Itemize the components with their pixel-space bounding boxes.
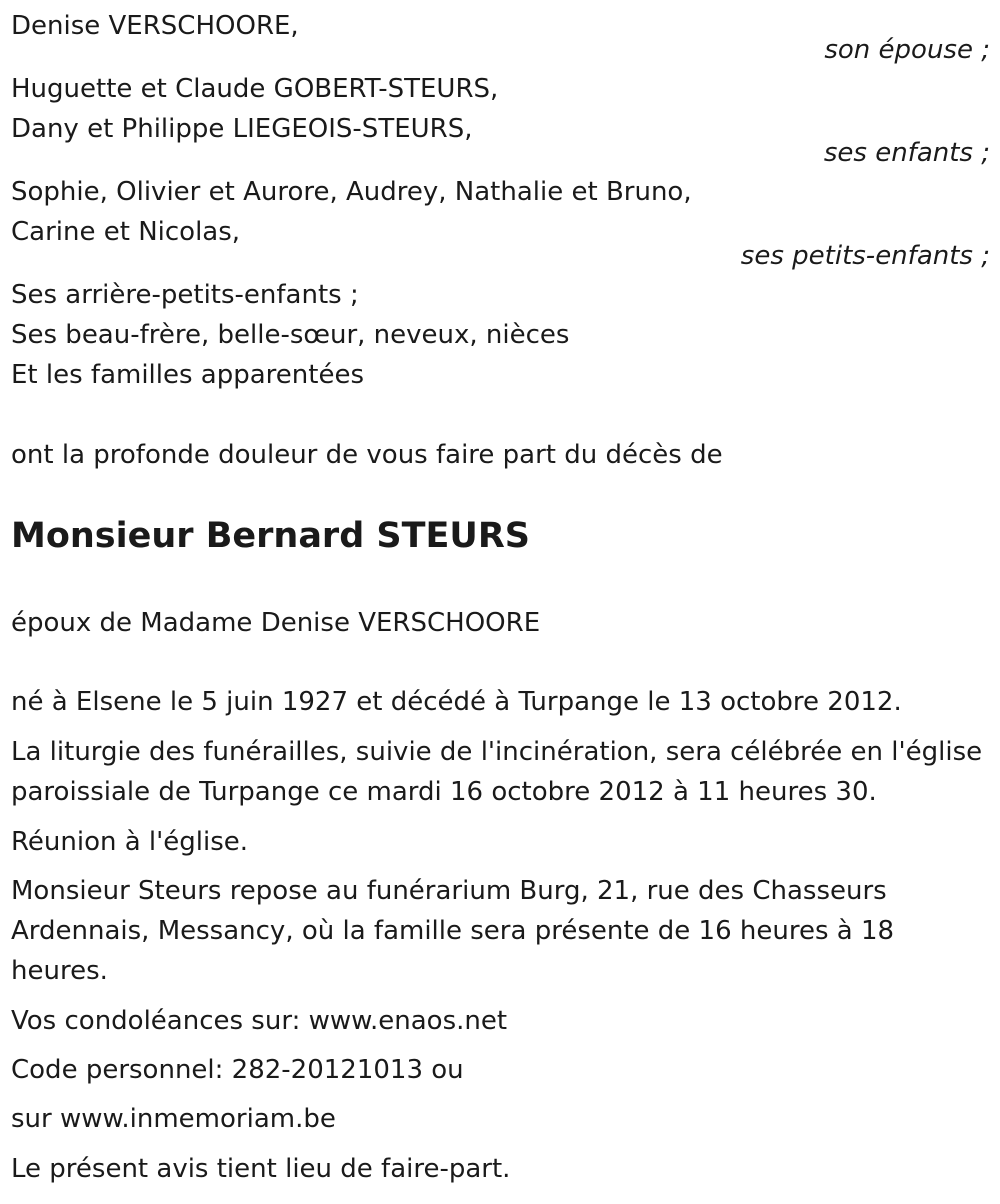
child-name-1: Huguette et Claude GOBERT-STEURS,	[11, 74, 499, 104]
deceased-name: Monsieur Bernard STEURS	[11, 516, 531, 556]
announcement-text: ont la profonde douleur de vous faire part du décès de	[11, 440, 723, 470]
grandchildren-name-1: Sophie, Olivier et Aurore, Audrey, Nathalie et Bruno,	[11, 177, 692, 207]
liturgy-line-2: paroissiale de Turpange ce mardi 16 octobre 2012 à 11 heures 30.	[11, 777, 877, 807]
birth-death-text: né à Elsene le 5 juin 1927 et décédé à Turpange le 13 octobre 2012.	[11, 687, 902, 717]
spouse-name: Denise VERSCHOORE,	[11, 11, 299, 41]
grandchildren-role: ses petits-enfants ;	[740, 241, 990, 271]
liturgy-line-1: La liturgie des funérailles, suivie de l'incinération, sera célébrée en l'église	[11, 737, 983, 767]
other-relatives-3: Et les familles apparentées	[11, 360, 365, 390]
funerarium-line-2: Ardennais, Messancy, où la famille sera présente de 16 heures à 18	[11, 916, 895, 946]
funerarium-line-3: heures.	[11, 956, 108, 986]
memoriam-text: sur www.inmemoriam.be	[11, 1104, 336, 1134]
children-role: ses enfants ;	[823, 138, 990, 168]
other-relatives-2: Ses beau-frère, belle-sœur, neveux, nièces	[11, 320, 570, 350]
personal-code-text: Code personnel: 282-20121013 ou	[11, 1055, 464, 1085]
meeting-text: Réunion à l'église.	[11, 827, 249, 857]
condolences-text: Vos condoléances sur: www.enaos.net	[11, 1006, 508, 1036]
grandchildren-name-2: Carine et Nicolas,	[11, 217, 241, 247]
child-name-2: Dany et Philippe LIEGEOIS-STEURS,	[11, 114, 473, 144]
other-relatives-1: Ses arrière-petits-enfants ;	[11, 280, 359, 310]
funerarium-line-1: Monsieur Steurs repose au funérarium Burg, 21, rue des Chasseurs	[11, 876, 887, 906]
spouse-role: son épouse ;	[824, 35, 990, 65]
spouse-of-text: époux de Madame Denise VERSCHOORE	[11, 608, 541, 638]
notice-text: Le présent avis tient lieu de faire-part.	[11, 1154, 511, 1184]
